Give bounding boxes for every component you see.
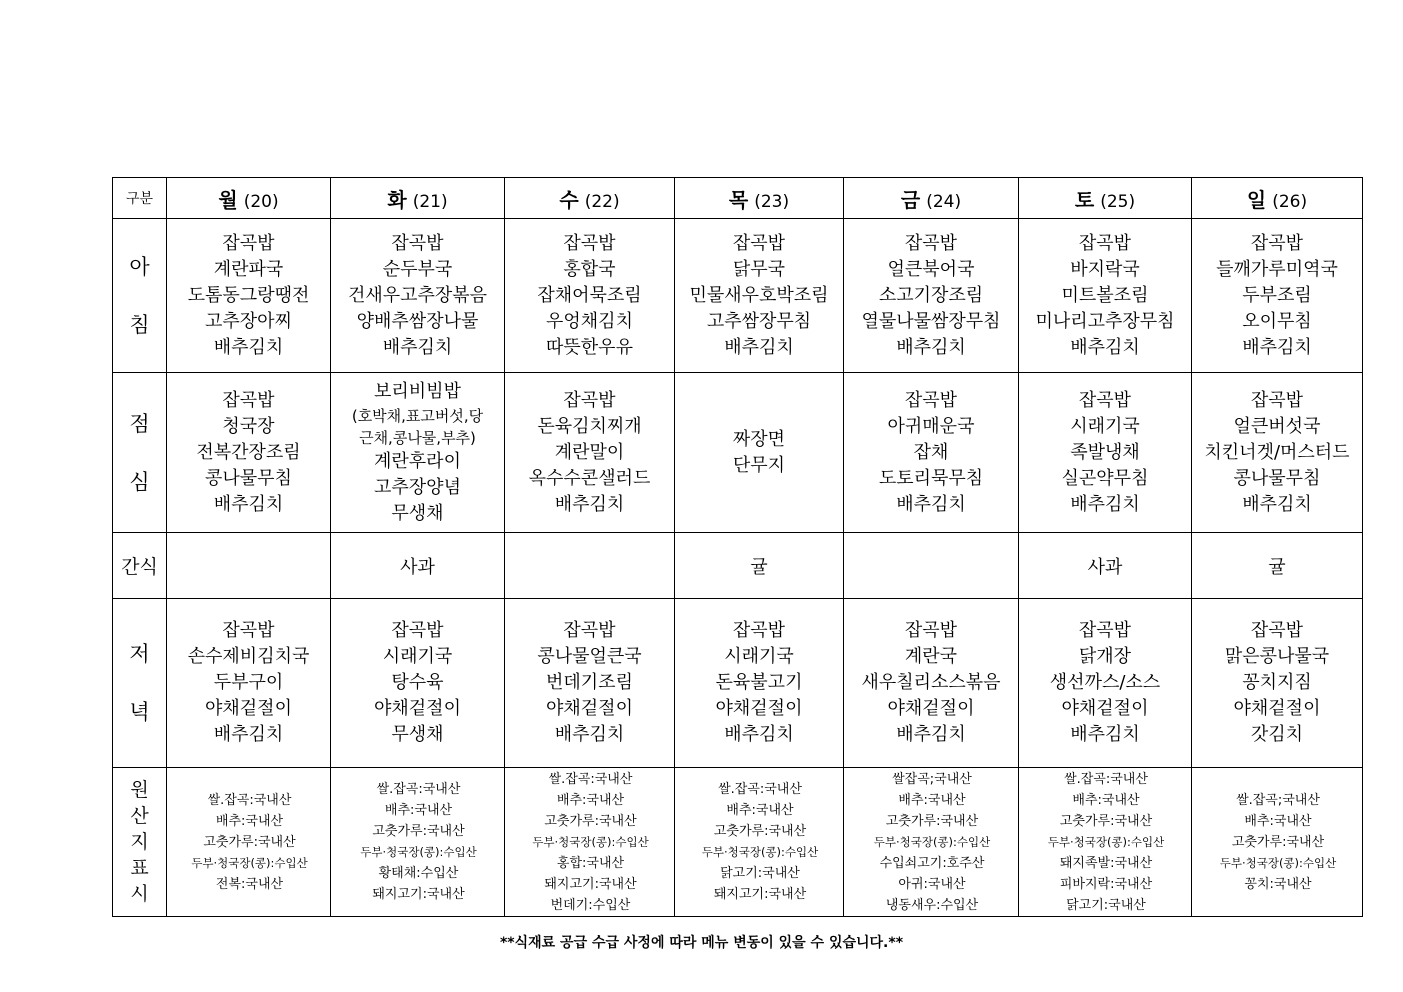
origin-item: 배추:국내산 bbox=[1072, 792, 1140, 808]
menu-item: 잡곡밥 bbox=[1078, 389, 1132, 411]
lunch-menu-cell bbox=[1019, 373, 1192, 533]
origin-cell bbox=[331, 768, 505, 917]
menu-item: 야채겉절이 bbox=[887, 698, 975, 719]
day-number: (23) bbox=[754, 191, 790, 212]
menu-item: 도토리묵무침 bbox=[878, 467, 984, 489]
menu-list bbox=[1192, 618, 1362, 748]
origin-item: 두부·청국장(콩):수입산 bbox=[1047, 834, 1165, 849]
dinner-label-char: 저 bbox=[129, 642, 150, 666]
dinner-label-char: 녁 bbox=[129, 700, 150, 724]
menu-list bbox=[844, 388, 1018, 518]
menu-item: 홍합국 bbox=[563, 258, 616, 280]
dinner-menu-cell bbox=[1019, 599, 1192, 768]
menu-item: 단무지 bbox=[732, 454, 786, 476]
menu-item: 잡곡밥 bbox=[1078, 232, 1132, 254]
menu-item: 잡곡밥 bbox=[1250, 389, 1304, 411]
origin-item: 두부·청국장(콩):수입산 bbox=[873, 834, 991, 849]
day-number: (24) bbox=[926, 191, 962, 212]
day-header bbox=[1019, 178, 1192, 219]
menu-item: 배추김치 bbox=[554, 724, 625, 745]
menu-item: 고추장아찌 bbox=[205, 310, 292, 332]
origin-item: 두부·청국장(콩):수입산 bbox=[701, 845, 819, 859]
snack-cell bbox=[1192, 533, 1363, 599]
menu-item: 잡곡밥 bbox=[904, 620, 958, 641]
origin-item: 전복:국내산 bbox=[215, 876, 284, 892]
day-header bbox=[331, 178, 505, 219]
origin-item: 수입쇠고기:호주산 bbox=[879, 855, 985, 871]
menu-item: 족발냉채 bbox=[1070, 441, 1140, 463]
origin-item: 배추:국내산 bbox=[384, 803, 453, 818]
menu-item: 옥수수콘샐러드 bbox=[528, 467, 651, 489]
menu-item: 잡곡밥 bbox=[563, 620, 616, 641]
menu-item: 잡곡밥 bbox=[1250, 232, 1304, 254]
dinner-menu-cell bbox=[1192, 599, 1363, 768]
origin-item: 냉동새우:수입산 bbox=[885, 897, 979, 913]
menu-item: 따뜻한우유 bbox=[546, 336, 633, 358]
day-number: (22) bbox=[584, 191, 620, 212]
menu-item: 잡곡밥 bbox=[563, 232, 616, 254]
menu-item: 도톰동그랑땡전 bbox=[187, 284, 310, 306]
menu-item: 잡곡밥 bbox=[732, 620, 786, 641]
breakfast-menu-cell bbox=[1019, 219, 1192, 373]
menu-item: 전복간장조림 bbox=[196, 441, 301, 463]
menu-list bbox=[167, 618, 330, 748]
menu-item: 배추김치 bbox=[1070, 336, 1140, 358]
menu-item: 배추김치 bbox=[896, 724, 966, 745]
day-name: 화 bbox=[387, 187, 407, 212]
dinner-menu-cell bbox=[675, 599, 844, 768]
origin-item: 배추:국내산 bbox=[726, 803, 794, 818]
menu-item: 아귀매운국 bbox=[887, 415, 975, 437]
lunch-row bbox=[113, 373, 1363, 533]
menu-item: 꽁치지짐 bbox=[1242, 672, 1312, 693]
origin-item: 고춧가루:국내산 bbox=[1059, 813, 1153, 829]
menu-item: 들깨가루미역국 bbox=[1216, 258, 1338, 280]
origin-row bbox=[113, 768, 1363, 917]
day-header bbox=[1192, 178, 1363, 219]
menu-list bbox=[675, 231, 843, 361]
menu-item: 배추김치 bbox=[1070, 493, 1140, 515]
lunch-label-char: 점 bbox=[129, 411, 150, 436]
snack-item: 귤 bbox=[1268, 556, 1286, 578]
menu-item: 시래기국 bbox=[724, 646, 794, 667]
menu-item: 고추쌈장무침 bbox=[706, 310, 812, 332]
origin-item: 고춧가루:국내산 bbox=[713, 824, 807, 839]
menu-item: 배추김치 bbox=[896, 493, 966, 515]
origin-label bbox=[113, 768, 167, 917]
menu-item: 잡곡밥 bbox=[391, 620, 444, 641]
origin-label-char: 지 bbox=[130, 831, 149, 853]
origin-cell bbox=[675, 768, 844, 917]
origin-item: 꽁치:국내산 bbox=[1244, 876, 1312, 892]
menu-item: 배추김치 bbox=[382, 336, 453, 358]
menu-item: 민물새우호박조림 bbox=[689, 284, 829, 306]
day-header bbox=[167, 178, 331, 219]
menu-item: 오이무침 bbox=[1242, 310, 1312, 332]
menu-item: 무생채 bbox=[391, 502, 444, 524]
breakfast-menu-cell bbox=[167, 219, 331, 373]
dinner-menu-cell bbox=[167, 599, 331, 768]
lunch-menu-cell bbox=[1192, 373, 1363, 533]
day-number: (25) bbox=[1100, 191, 1136, 212]
dinner-row bbox=[113, 599, 1363, 768]
menu-list bbox=[331, 618, 504, 748]
snack-item: 사과 bbox=[1087, 556, 1123, 578]
origin-item: 고춧가루:국내산 bbox=[372, 824, 465, 839]
origin-item: 쌀.잡곡:국내산 bbox=[548, 771, 633, 787]
day-header bbox=[505, 178, 675, 219]
menu-item: 배추김치 bbox=[724, 336, 794, 358]
menu-item: (호박채,표고버섯,당 bbox=[351, 406, 484, 425]
menu-item: 배추김치 bbox=[213, 336, 284, 358]
breakfast-row bbox=[113, 219, 1363, 373]
snack-label-text: 간식 bbox=[121, 556, 158, 578]
menu-item: 잡곡밥 bbox=[904, 232, 958, 254]
weekly-menu-table bbox=[112, 177, 1363, 917]
menu-item: 배추김치 bbox=[213, 724, 284, 745]
origin-item: 쌀.잡곡:국내산 bbox=[718, 782, 802, 797]
origin-item: 쌀.잡곡:국내산 bbox=[376, 782, 461, 797]
lunch-menu-cell bbox=[167, 373, 331, 533]
menu-item: 돈육김치찌개 bbox=[537, 415, 642, 437]
origin-item: 쌀.잡곡:국내산 bbox=[207, 792, 292, 808]
menu-list bbox=[675, 427, 843, 479]
snack-cell bbox=[1019, 533, 1192, 599]
breakfast-menu-cell bbox=[505, 219, 675, 373]
menu-list bbox=[675, 618, 843, 748]
origin-item: 두부·청국장(콩):수입산 bbox=[360, 845, 477, 859]
menu-item: 계란말이 bbox=[554, 441, 625, 463]
origin-item: 쌀.잡곡;국내산 bbox=[1236, 792, 1320, 808]
menu-item: 잡곡밥 bbox=[222, 620, 275, 641]
lunch-label bbox=[113, 373, 167, 533]
menu-item: 잡곡밥 bbox=[563, 389, 616, 411]
origin-item: 고춧가루:국내산 bbox=[1231, 834, 1325, 850]
menu-item: 배추김치 bbox=[1242, 336, 1312, 358]
menu-list bbox=[844, 231, 1018, 361]
origin-cell bbox=[1019, 768, 1192, 917]
menu-list bbox=[1019, 231, 1191, 361]
origin-item: 배추:국내산 bbox=[556, 792, 625, 808]
menu-item: 잡채어묵조림 bbox=[537, 284, 642, 306]
snack-cell bbox=[675, 533, 844, 599]
day-name: 목 bbox=[728, 187, 749, 212]
menu-item: 계란파국 bbox=[213, 258, 284, 280]
origin-item: 배추:국내산 bbox=[215, 813, 284, 829]
menu-item: 얼큰버섯국 bbox=[1233, 415, 1321, 437]
dinner-menu-cell bbox=[331, 599, 505, 768]
menu-item: 두부조림 bbox=[1242, 284, 1312, 306]
menu-item: 돈육불고기 bbox=[715, 672, 803, 693]
breakfast-label-char: 침 bbox=[129, 312, 150, 337]
menu-item: 손수제비김치국 bbox=[187, 646, 310, 667]
day-header bbox=[675, 178, 844, 219]
menu-item: 열물나물쌈장무침 bbox=[861, 310, 1001, 332]
menu-list bbox=[844, 618, 1018, 748]
day-name: 수 bbox=[559, 187, 579, 212]
menu-list bbox=[1019, 618, 1191, 748]
origin-item: 닭고기:국내산 bbox=[1066, 897, 1146, 913]
origin-cell bbox=[505, 768, 675, 917]
menu-item: 양배추쌈장나물 bbox=[356, 310, 479, 332]
lunch-menu-cell bbox=[675, 373, 844, 533]
menu-item: 배추김치 bbox=[1242, 493, 1312, 515]
menu-item: 배추김치 bbox=[554, 493, 625, 515]
lunch-menu-cell bbox=[844, 373, 1019, 533]
menu-item: 시래기국 bbox=[1070, 415, 1140, 437]
menu-item: 근채,콩나물,부추) bbox=[359, 428, 476, 447]
origin-item: 두부·청국장(콩):수입산 bbox=[1219, 855, 1337, 870]
menu-item: 야채겉절이 bbox=[546, 698, 633, 719]
origin-item: 두부·청국장(콩):수입산 bbox=[532, 834, 649, 849]
origin-cell bbox=[1192, 768, 1363, 917]
menu-item: 배추김치 bbox=[724, 724, 794, 745]
origin-label-char: 표 bbox=[130, 857, 149, 879]
origin-item: 돼지고기:국내산 bbox=[372, 887, 465, 902]
menu-item: 소고기장조림 bbox=[878, 284, 984, 306]
menu-item: 잡채 bbox=[913, 441, 949, 463]
menu-list bbox=[505, 231, 674, 361]
menu-item: 야채겉절이 bbox=[1233, 698, 1321, 719]
origin-item: 황태채:수입산 bbox=[378, 866, 459, 881]
snack-cell bbox=[844, 533, 1019, 599]
menu-item: 무생채 bbox=[391, 724, 444, 745]
origin-cell bbox=[844, 768, 1019, 917]
menu-item: 닭무국 bbox=[732, 258, 786, 280]
day-name: 일 bbox=[1246, 187, 1267, 212]
origin-item: 홍합:국내산 bbox=[556, 855, 625, 871]
breakfast-label-char: 아 bbox=[129, 254, 150, 279]
menu-list bbox=[167, 231, 330, 361]
menu-item: 잡곡밥 bbox=[391, 232, 444, 254]
origin-item: 돼지고기:국내산 bbox=[713, 887, 807, 902]
snack-row bbox=[113, 533, 1363, 599]
menu-item: 새우칠리소스볶음 bbox=[861, 672, 1001, 693]
origin-item: 쌀잡곡;국내산 bbox=[892, 771, 972, 787]
origin-label-char: 산 bbox=[130, 805, 149, 827]
menu-item: 고추장양념 bbox=[374, 476, 461, 498]
origin-item: 돼지족발:국내산 bbox=[1059, 855, 1153, 871]
corner-label: 구분 bbox=[113, 178, 167, 219]
origin-item: 돼지고기:국내산 bbox=[544, 876, 637, 892]
menu-item: 콩나물얼큰국 bbox=[537, 646, 642, 667]
menu-item: 바지락국 bbox=[1070, 258, 1140, 280]
header-row bbox=[113, 178, 1363, 219]
dinner-label bbox=[113, 599, 167, 768]
menu-item: 야채겉절이 bbox=[715, 698, 803, 719]
origin-item: 아귀:국내산 bbox=[898, 876, 966, 892]
menu-item: 건새우고추장볶음 bbox=[347, 284, 488, 306]
menu-item: 콩나물무침 bbox=[205, 467, 292, 489]
menu-item: 콩나물무침 bbox=[1233, 467, 1321, 489]
origin-item: 피바지락:국내산 bbox=[1059, 876, 1153, 892]
menu-item: 미나리고추장무침 bbox=[1035, 310, 1175, 332]
origin-label-char: 원 bbox=[130, 779, 149, 801]
menu-item: 청국장 bbox=[222, 415, 275, 437]
snack-cell bbox=[167, 533, 331, 599]
snack-label bbox=[113, 533, 167, 599]
origin-item: 번데기:수입산 bbox=[550, 897, 631, 913]
origin-item: 배추:국내산 bbox=[1244, 813, 1312, 829]
menu-list bbox=[331, 231, 504, 361]
dinner-menu-cell bbox=[844, 599, 1019, 768]
menu-item: 미트볼조림 bbox=[1061, 284, 1149, 306]
snack-item: 사과 bbox=[400, 556, 435, 578]
breakfast-menu-cell bbox=[844, 219, 1019, 373]
menu-list bbox=[1192, 231, 1362, 361]
menu-item: 짜장면 bbox=[732, 428, 786, 450]
origin-item: 고춧가루:국내산 bbox=[203, 834, 296, 850]
origin-item: 고춧가루:국내산 bbox=[544, 813, 637, 829]
menu-item: 갓김치 bbox=[1250, 724, 1304, 745]
origin-item: 두부·청국장(콩):수입산 bbox=[191, 855, 308, 870]
menu-list bbox=[1019, 388, 1191, 518]
menu-item: 야채겉절이 bbox=[374, 698, 461, 719]
lunch-label-char: 심 bbox=[129, 469, 150, 494]
footer-note: **식재료 공급 수급 사정에 따라 메뉴 변동이 있을 수 있습니다.** bbox=[499, 935, 904, 951]
day-name: 월 bbox=[218, 187, 238, 212]
menu-list bbox=[167, 388, 330, 518]
menu-item: 잡곡밥 bbox=[1078, 620, 1132, 641]
breakfast-menu-cell bbox=[1192, 219, 1363, 373]
menu-item: 두부구이 bbox=[213, 672, 284, 693]
snack-cell bbox=[505, 533, 675, 599]
origin-cell bbox=[167, 768, 331, 917]
menu-item: 잡곡밥 bbox=[732, 232, 786, 254]
menu-item: 잡곡밥 bbox=[904, 389, 958, 411]
origin-item: 고춧가루:국내산 bbox=[885, 813, 979, 829]
menu-item: 얼큰북어국 bbox=[887, 258, 975, 280]
day-name: 토 bbox=[1074, 187, 1095, 212]
menu-item: 배추김치 bbox=[1070, 724, 1140, 745]
menu-item: 시래기국 bbox=[382, 646, 453, 667]
origin-item: 배추:국내산 bbox=[898, 792, 966, 808]
menu-item: 번데기조림 bbox=[546, 672, 633, 693]
day-number: (21) bbox=[412, 191, 448, 212]
menu-item: 탕수육 bbox=[391, 672, 444, 693]
menu-list bbox=[1192, 388, 1362, 518]
menu-item: 생선까스/소스 bbox=[1049, 672, 1161, 693]
menu-item: 보리비빔밥 bbox=[374, 380, 461, 402]
menu-item: 순두부국 bbox=[382, 258, 453, 280]
menu-item: 야채겉절이 bbox=[1061, 698, 1149, 719]
menu-item: 배추김치 bbox=[213, 493, 284, 515]
snack-item: 귤 bbox=[750, 556, 768, 578]
snack-cell bbox=[331, 533, 505, 599]
menu-item: 잡곡밥 bbox=[222, 232, 275, 254]
menu-item: 실곤약무침 bbox=[1061, 467, 1149, 489]
menu-item: 맑은콩나물국 bbox=[1224, 646, 1330, 667]
day-name: 금 bbox=[900, 187, 921, 212]
menu-item: 배추김치 bbox=[896, 336, 966, 358]
menu-list bbox=[505, 388, 674, 518]
menu-item: 야채겉절이 bbox=[205, 698, 292, 719]
lunch-menu-cell bbox=[505, 373, 675, 533]
menu-item: 잡곡밥 bbox=[1250, 620, 1304, 641]
menu-list bbox=[505, 618, 674, 748]
day-number: (20) bbox=[243, 191, 279, 212]
breakfast-menu-cell bbox=[331, 219, 505, 373]
dinner-menu-cell bbox=[505, 599, 675, 768]
day-number: (26) bbox=[1272, 191, 1308, 212]
origin-item: 닭고기:국내산 bbox=[720, 866, 800, 881]
origin-item: 쌀.잡곡:국내산 bbox=[1064, 771, 1148, 787]
menu-item: 계란국 bbox=[904, 646, 958, 667]
breakfast-label bbox=[113, 219, 167, 373]
menu-item: 계란후라이 bbox=[374, 450, 461, 472]
day-header bbox=[844, 178, 1019, 219]
menu-item: 닭개장 bbox=[1078, 646, 1132, 667]
breakfast-menu-cell bbox=[675, 219, 844, 373]
origin-label-char: 시 bbox=[130, 883, 149, 905]
menu-item: 치킨너겟/머스터드 bbox=[1204, 441, 1350, 463]
menu-item: 우엉채김치 bbox=[546, 310, 633, 332]
menu-list bbox=[331, 379, 504, 527]
lunch-menu-cell bbox=[331, 373, 505, 533]
menu-item: 잡곡밥 bbox=[222, 389, 275, 411]
